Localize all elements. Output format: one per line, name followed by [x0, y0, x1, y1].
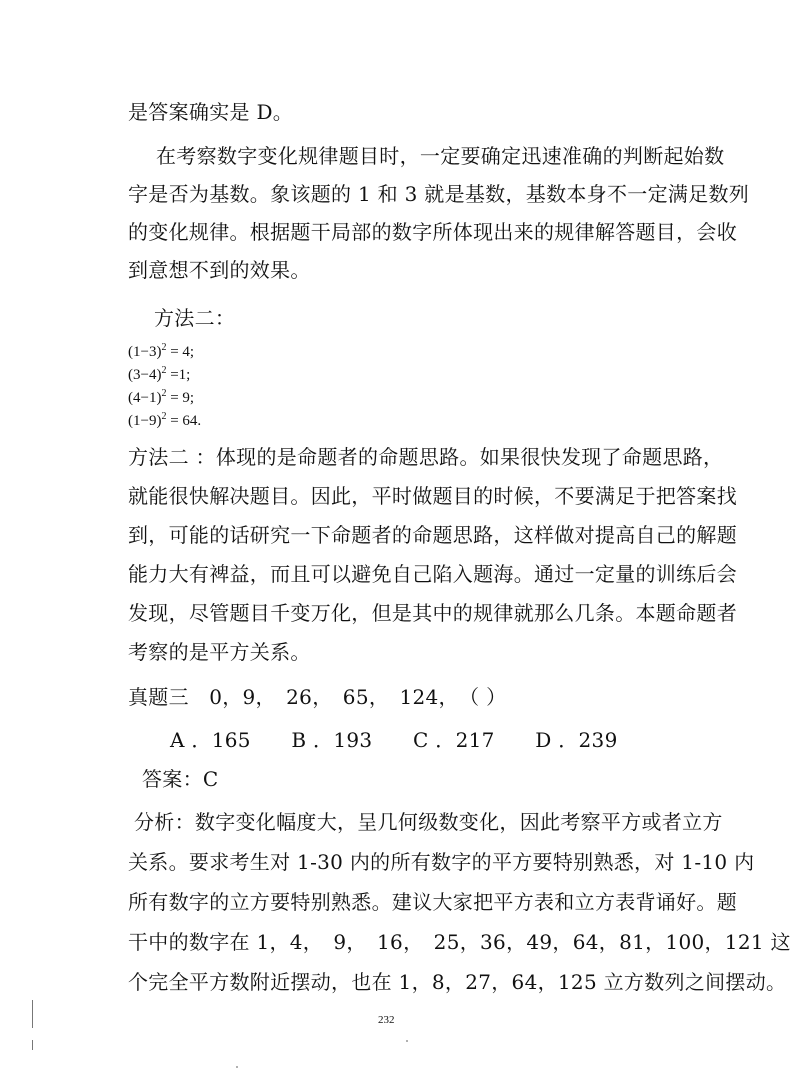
text-line-5: 到意想不到的效果。	[128, 258, 311, 282]
equation-3	[128, 389, 194, 407]
text-line-1: 是答案确实是 D。	[128, 100, 294, 124]
binding-margin-mark-lower	[32, 1040, 33, 1050]
equation-3-exponent: 2	[161, 388, 167, 399]
scan-speck-2	[406, 1040, 408, 1042]
equation-3-base: (4−1)	[128, 390, 162, 406]
answer-line: 答案：C	[142, 767, 219, 791]
equation-2-base: (3−4)	[128, 367, 162, 383]
text-line-2: 在考察数字变化规律题目时，一定要确定迅速准确的判断起始数	[156, 144, 725, 168]
equation-3-result: = 9;	[166, 390, 195, 406]
scan-speck	[236, 1066, 238, 1068]
equation-4	[128, 412, 201, 430]
equation-1-base: (1−3)	[128, 344, 162, 360]
text-line-12: 考察的是平方关系。	[128, 640, 311, 664]
equation-2	[128, 366, 190, 384]
equation-1-result: = 4;	[166, 344, 195, 360]
text-line-10: 能力大有裨益，而且可以避免自己陷入题海。通过一定量的训练后会	[128, 562, 737, 586]
text-line-20: 个完全平方数附近摆动，也在 1，8，27，64，125 立方数列之间摆动。	[128, 970, 787, 994]
text-line-18: 所有数字的立方要特别熟悉。建议大家把平方表和立方表背诵好。题	[128, 890, 737, 914]
method-two-heading: 方法二：	[154, 306, 236, 330]
binding-margin-mark	[32, 1000, 33, 1028]
text-line-8: 就能很快解决题目。因此，平时做题目的时候，不要满足于把答案找	[128, 484, 737, 508]
text-line-3: 字是否为基数。象该题的 1 和 3 就是基数，基数本身不一定满足数列	[128, 182, 750, 206]
equation-1-exponent: 2	[161, 342, 167, 353]
equation-2-result: =1;	[166, 367, 191, 383]
text-line-19: 干中的数字在 1，4， 9， 16， 25，36，49，64，81，100，121 这	[128, 930, 791, 954]
equation-2-exponent: 2	[161, 365, 167, 376]
text-line-16: 分析：数字变化幅度大，呈几何级数变化，因此考察平方或者立方	[134, 810, 723, 834]
equation-4-base: (1−9)	[128, 413, 162, 429]
text-line-17: 关系。要求考生对 1-30 内的所有数字的平方要特别熟悉，对 1-10 内	[128, 850, 755, 874]
answer-options: A ．165 B ．193 C ．217 D ．239	[170, 728, 618, 752]
text-line-7: 方法二 ：体现的是命题者的命题思路。如果很快发现了命题思路，	[128, 445, 724, 469]
text-line-11: 发现，尽管题目千变万化，但是其中的规律就那么几条。本题命题者	[128, 601, 737, 625]
equation-4-result: = 64.	[166, 413, 202, 429]
text-line-4: 的变化规律。根据题干局部的数字所体现出来的规律解答题目，会收	[128, 220, 737, 244]
text-line-9: 到，可能的话研究一下命题者的命题思路，这样做对提高自己的解题	[128, 523, 737, 547]
equation-1	[128, 343, 194, 361]
question-three: 真题三 0，9， 26， 65， 124， （ ）	[128, 685, 507, 709]
equation-4-exponent: 2	[161, 411, 167, 422]
page-number: 232	[378, 1014, 395, 1026]
